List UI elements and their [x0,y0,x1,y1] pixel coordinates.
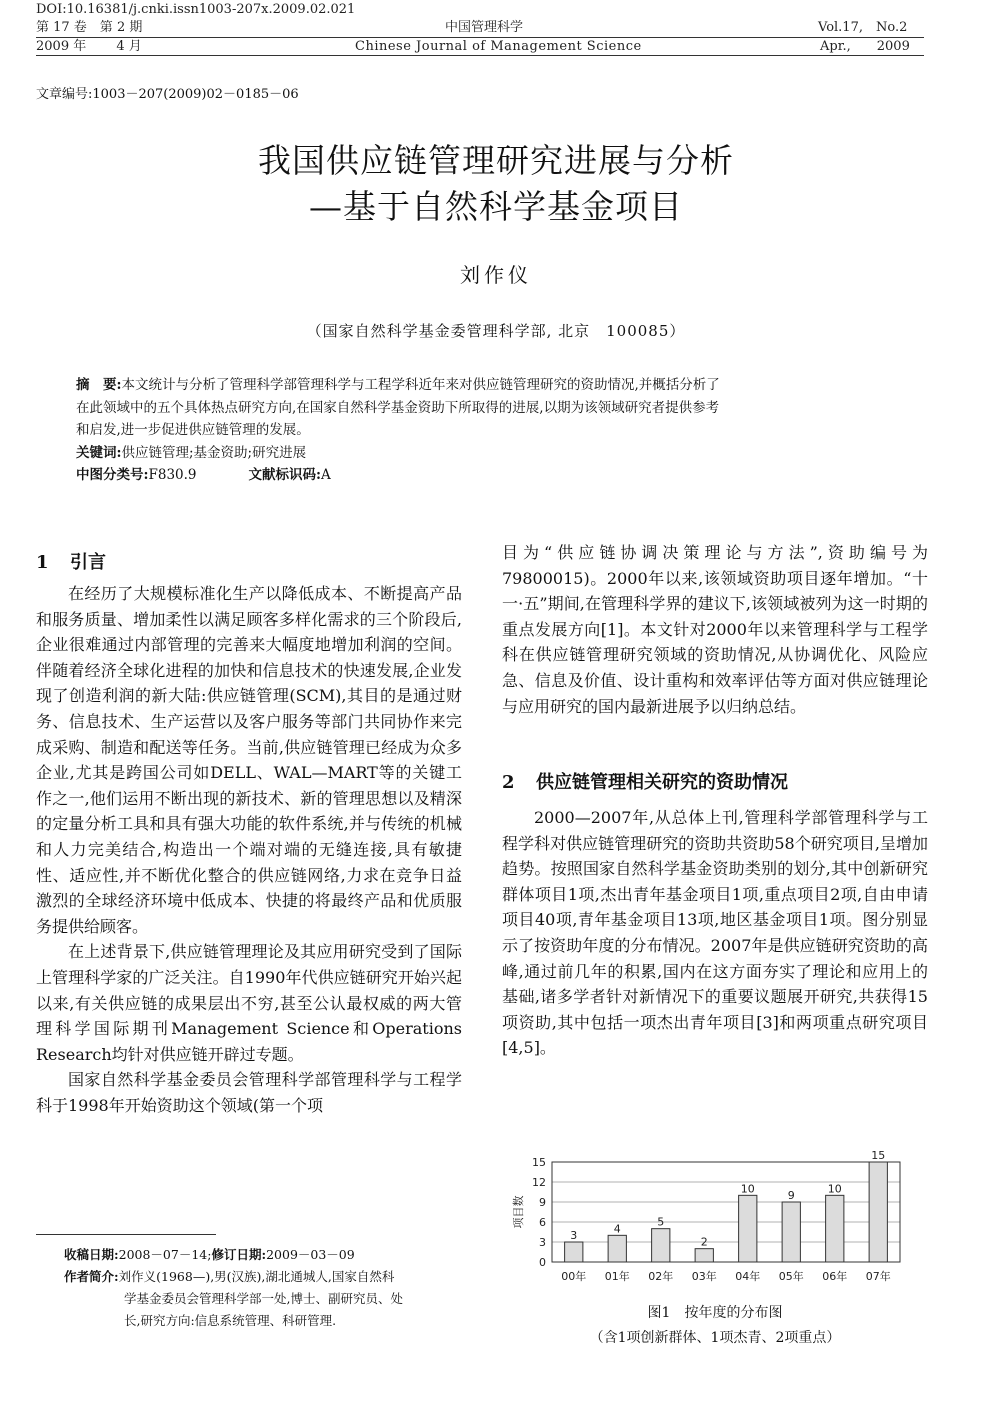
bar [782,1202,800,1262]
figure-subcaption: （含1项创新群体、1项杰青、2项重点） [589,1330,841,1346]
header-rule-bottom [36,55,924,56]
bar [652,1229,670,1262]
footnote-rule [36,1234,216,1235]
footnote-bio-2: 学基金委员会管理科学部一处,博士、副研究员、处 [124,1291,403,1306]
x-tick-label: 07年 [865,1270,891,1283]
bar [695,1249,713,1262]
section-title: 引言 [70,552,106,573]
journal-name-en: Chinese Journal of Management Science [355,39,642,54]
keywords-line [76,442,908,465]
year-month-cn: 2009 年 4 月 [36,39,142,54]
footnote-bio-3: 长,研究方向:信息系统管理、科研管理. [124,1313,337,1328]
bar [608,1235,626,1262]
abstract-line-1: 摘 要:本文统计与分析了管理科学部管理科学与工程学科近年来对供应链管理研究的资助情况,并概括分析了 [76,377,720,393]
right-column-text-2 [502,805,928,1061]
y-tick-label: 3 [539,1236,546,1249]
left-column-text [36,581,462,1118]
figure-caption: 图1 按年度的分布图 [647,1305,783,1321]
footnote-bio-1: 作者简介:刘作义(1968—),男(汉族),湖北通城人,国家自然科 [64,1269,395,1284]
abstract-line-3: 和启发,进一步促进供应链管理的发展。 [76,422,310,438]
bar-value-label: 10 [740,1182,755,1196]
plot-frame [552,1162,900,1262]
x-tick-label: 01年 [604,1270,630,1283]
header-rule-top [36,37,924,38]
volume-issue-en: Vol.17, No.2 [818,20,908,35]
continued-paragraph: 目为“供应链协调决策理论与方法”,资助编号为79800015)。2000年以来,该领域资助项目逐年增加。“十一·五”期间,在管理科学界的建议下,该领域被列为这一时期的重点发展方向[1]。本文针对2000年以来管理科学与工程学科在供应链管理研究领域的资助情况,从协调优化、风险应急、信息及价值、设计重构和效率评估等方面对供应链理论与应用研究的国内最新进展予以归纳总结。 [502,543,928,716]
volume-issue-cn: 第 17 卷 第 2 期 [36,20,143,35]
x-tick-label: 04年 [735,1270,761,1283]
intro-paragraph-3: 国家自然科学基金委员会管理科学部管理科学与工程学科于1998年开始资助这个领域(第一个项 [36,1070,462,1115]
x-tick-label: 03年 [691,1270,717,1283]
x-tick-label: 06年 [822,1270,848,1283]
section-number: 2 [502,772,515,793]
y-tick-label: 9 [539,1196,546,1209]
y-tick-label: 12 [532,1176,546,1189]
y-tick-label: 6 [539,1216,546,1229]
footnote-dates: 收稿日期:2008－07－14;修订日期:2009－03－09 [64,1247,355,1262]
title-line-1: 我国供应链管理研究进展与分析 [258,141,734,180]
doc-code: A [320,467,331,483]
abstract-label: 摘 要: [76,377,122,393]
bar-value-label: 10 [827,1182,842,1196]
intro-paragraph-2: 在上述背景下,供应链管理理论及其应用研究受到了国际上管理科学家的广泛关注。自1990年代供应链研究开始兴起以来,有关供应链的成果层出不穷,甚至公认最权威的两大管理科学国际期刊Management Science和Operations Research均针对供应链开辟过专题。 [36,942,462,1064]
footnote-block [64,1244,464,1332]
doc-code-label: 文献标识码: [248,467,321,483]
bar-value-label: 15 [871,1150,886,1162]
bar-value-label: 5 [657,1215,665,1229]
author-name: 刘作仪 [460,263,532,287]
section-number: 1 [36,552,49,573]
date-en: Apr., 2009 [820,39,910,54]
abstract-block [76,374,908,487]
clc-label: 中图分类号: [76,467,149,483]
y-tick-label: 0 [539,1256,546,1269]
bar [565,1242,583,1262]
journal-name-cn: 中国管理科学 [445,20,524,35]
section-title: 供应链管理相关研究的资助情况 [536,772,788,793]
funding-paragraph: 2000—2007年,从总体上刊,管理科学部管理科学与工程学科对供应链管理研究的资助共资助58个研究项目,呈增加趋势。按照国家自然科学基金资助类别的划分,其中创新研究群体项目1项,杰出青年基金项目1项,重点项目2项,自由申请项目40项,青年基金项目13项,地区基金项目1项。图分别显示了按资助年度的分布情况。2007年是供应链研究资助的高峰,通过前几年的积累,国内在这方面夯实了理论和应用上的基础,诸多学者针对新情况下的重要议题展开研究,共获得15项资助,其中包括一项杰出青年项目[3]和两项重点研究项目[4,5]。 [502,808,928,1058]
x-tick-label: 00年 [561,1270,587,1283]
right-column-text-1 [502,540,928,719]
title-line-2: —基于自然科学基金项目 [309,187,683,226]
abstract-line-2: 在此领域中的五个具体热点研究方向,在国家自然科学基金资助下所取得的进展,以期为该领域研究者提供参考 [76,399,720,416]
y-tick-label: 15 [532,1156,546,1169]
bar-value-label: 3 [570,1229,578,1242]
doi-line: DOI:10.16381/j.cnki.issn1003-207x.2009.02.021 [36,2,356,17]
classification-line [76,464,908,487]
article-number: 文章编号:1003－207(2009)02－0185－06 [36,87,299,102]
bar-value-label: 2 [700,1235,708,1249]
section-1-heading [36,548,106,574]
keywords-label: 关键词: [76,444,122,461]
author-affiliation: （国家自然科学基金委管理科学部, 北京 100085） [306,322,686,340]
bar-value-label: 9 [787,1189,795,1202]
bar-value-label: 4 [613,1222,621,1236]
y-axis-label: 项目数 [512,1195,525,1229]
section-2-heading [502,768,788,794]
keywords: 供应链管理;基金资助;研究进展 [121,444,307,461]
funding-by-year-bar-chart [500,1150,920,1292]
clc-code: F830.9 [148,467,197,483]
intro-paragraph-1: 在经历了大规模标准化生产以降低成本、不断提高产品和服务质量、增加柔性以满足顾客多样化需求的三个阶段后,企业很难通过内部管理的完善来大幅度地增加利润的空间。伴随着经济全球化进程的加快和信息技术的快速发展,企业发现了创造利润的新大陆:供应链管理(SCM),其目的是通过财务、信息技术、生产运营以及客户服务等部门共同协作来完成采购、制造和配送等任务。当前,供应链管理已经成为众多企业,尤其是跨国公司如DELL、WAL—MART等的关键工作之一,他们运用不断出现的新技术、新的管理思想以及精深的定量分析工具和具有强大功能的软件系统,并与传统的机械和人力完美结合,构造出一个端对端的无缝连接,具有敏捷性、适应性,并不断优化整合的供应链网络,力求在竞争日益激烈的全球经济环境中低成本、快捷的将最终产品和优质服务提供给顾客。 [36,584,462,936]
bar [826,1195,844,1262]
x-tick-label: 02年 [648,1270,674,1283]
bar [869,1162,887,1262]
bar [739,1195,757,1262]
x-tick-label: 05年 [778,1270,804,1283]
